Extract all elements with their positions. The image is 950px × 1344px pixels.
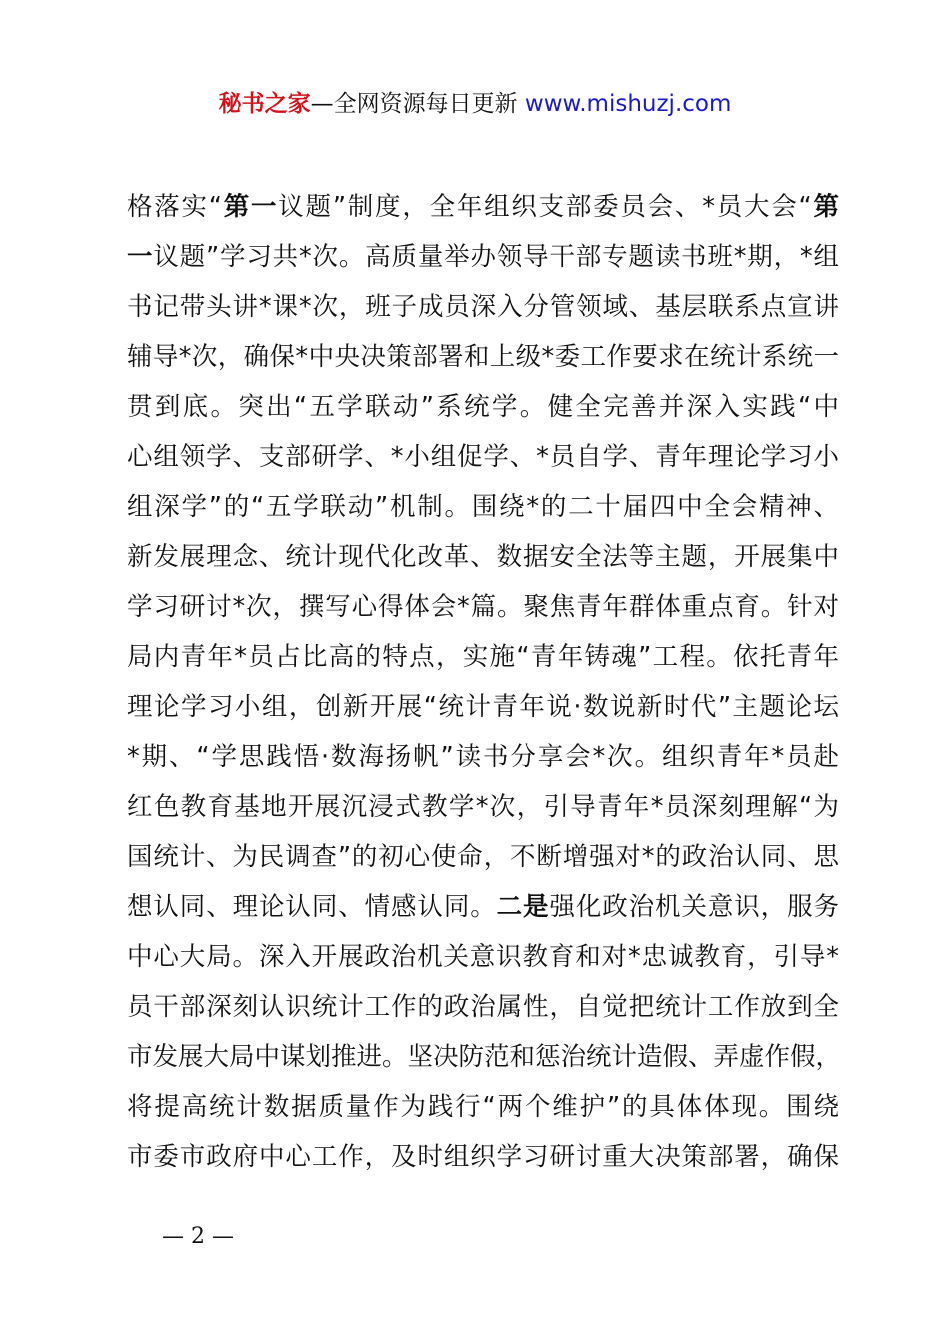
text-line (127, 682, 839, 732)
text-line (127, 732, 839, 782)
text-line (127, 982, 839, 1032)
text-line (127, 1082, 839, 1132)
text-run: 想认同、理论认同、情感认同。 (127, 892, 497, 922)
text-line (127, 582, 839, 632)
text-line (127, 782, 839, 832)
text-run: 市发展大局中谋划推进。坚决防范和惩治统计造假、弄虚作假， (127, 1042, 842, 1072)
text-line (127, 1132, 839, 1182)
text-line (127, 182, 839, 232)
text-line (127, 832, 839, 882)
bold-text-run: 一 (127, 242, 154, 272)
text-run: *期、“学思践悟·数海扬帆”读书分享会*次。组织青年*员赴 (127, 742, 839, 772)
text-line (127, 332, 839, 382)
text-line (127, 1032, 842, 1082)
text-line (127, 382, 839, 432)
text-run: 辅导*次，确保*中央决策部署和上级*委工作要求在统计系统一 (127, 342, 839, 372)
text-run: 议题”制度，全年组织支部委员会、*员大会“ (278, 192, 812, 222)
text-run: 中心大局。深入开展政治机关意识教育和对*忠诚教育，引导* (127, 942, 839, 972)
bold-text-run: 第 (811, 192, 839, 222)
text-line (127, 932, 839, 982)
text-run: 理论学习小组，创新开展“统计青年说·数说新时代”主题论坛 (127, 692, 839, 722)
text-line (127, 632, 839, 682)
header-slogan: —全网资源每日更新 (310, 91, 525, 117)
text-line (127, 532, 839, 582)
text-run: 国统计、为民调查”的初心使命，不断增强对*的政治认同、思 (127, 842, 839, 872)
header-url[interactable]: www.mishuzj.com (524, 91, 732, 117)
text-run: 红色教育基地开展沉浸式教学*次，引导青年*员深刻理解“为 (127, 792, 839, 822)
text-run: 强化政治机关意识，服务 (549, 892, 839, 922)
text-run: 员干部深刻认识统计工作的政治属性，自觉把统计工作放到全 (127, 992, 839, 1022)
text-run: 学习研讨*次，撰写心得体会*篇。聚焦青年群体重点育。针对 (127, 592, 839, 622)
text-line (127, 432, 839, 482)
text-run: 将提高统计数据质量作为践行“两个维护”的具体体现。围绕 (127, 1092, 839, 1122)
text-run: 格落实“ (127, 192, 222, 222)
text-run: 贯到底。突出“五学联动”系统学。健全完善并深入实践“中 (127, 392, 839, 422)
text-line (127, 232, 839, 282)
text-run: 市委市政府中心工作，及时组织学习研讨重大决策部署，确保 (127, 1142, 839, 1172)
text-run: 心组领学、支部研学、*小组促学、*员自学、青年理论学习小 (127, 442, 839, 472)
text-line (127, 882, 839, 932)
bold-text-run: 二是 (496, 892, 550, 922)
page-header (0, 86, 950, 122)
text-line (127, 482, 839, 532)
bold-text-run: 第一 (222, 192, 279, 222)
text-run: 书记带头讲*课*次，班子成员深入分管领域、基层联系点宣讲 (127, 292, 839, 322)
text-line (127, 282, 839, 332)
text-run: 新发展理念、统计现代化改革、数据安全法等主题，开展集中 (127, 542, 839, 572)
page-number: — 2 — (162, 1224, 234, 1249)
text-run: 组深学”的“五学联动”机制。围绕*的二十届四中全会精神、 (127, 492, 839, 522)
document-body (127, 182, 842, 1182)
text-run: 局内青年*员占比高的特点，实施“青年铸魂”工程。依托青年 (127, 642, 839, 672)
text-run: 议题”学习共*次。高质量举办领导干部专题读书班*期，*组 (153, 242, 839, 272)
header-brand: 秘书之家 (218, 91, 311, 117)
